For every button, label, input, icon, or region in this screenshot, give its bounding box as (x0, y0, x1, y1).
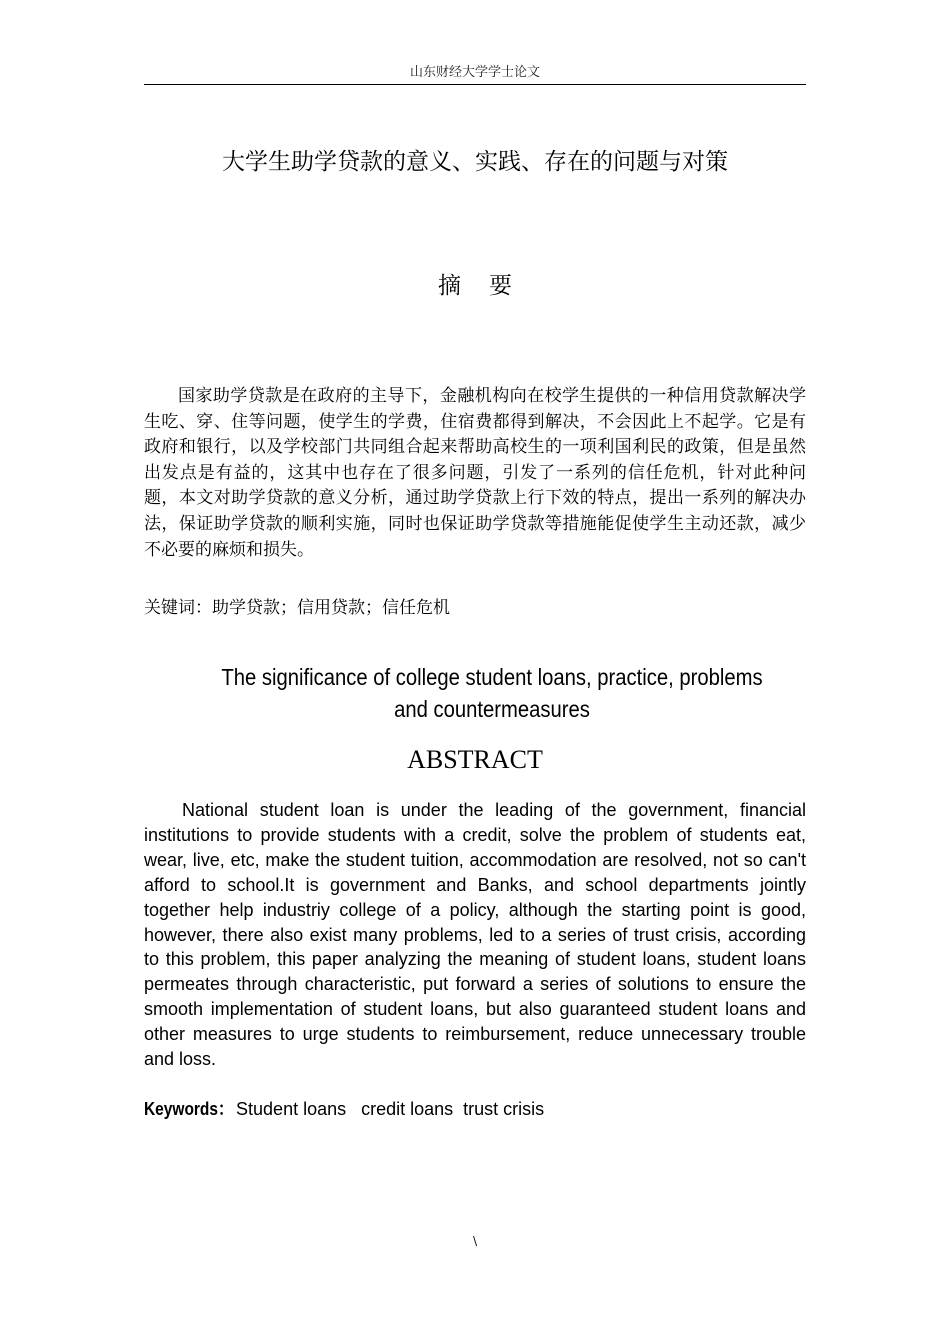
chinese-keywords: 关键词：助学贷款；信用贷款；信任危机 (144, 598, 450, 618)
english-keywords-value: Student loans credit loans trust crisis (236, 1099, 545, 1119)
english-keywords (144, 1097, 806, 1122)
english-abstract-body: National student loan is under the leading of the government, financial institutions to provide students with a credit, solve the problem of students eat, wear, live, etc, make the student tuition, accommodation are resolved, not so can't afford to school.It is government and Banks, and school departments jointly together help industriy college of a policy, although the starting point is good, however, there also exist many problems, led to a series of trust crisis, according to this problem, this paper analyzing the meaning of student loans, student loans permeates through characteristic, put forward a series of solutions to ensure the smooth implementation of student loans, but also guaranteed student loans and other measures to urge students to reimbursement, reduce unnecessary trouble and loss. (144, 800, 806, 1070)
chinese-abstract-heading: 摘要 (438, 273, 540, 299)
english-abstract-heading: ABSTRACT (407, 745, 543, 774)
page-marker: \ (472, 1234, 478, 1248)
header-divider (144, 84, 806, 85)
chinese-title: 大学生助学贷款的意义、实践、存在的问题与对策 (222, 149, 728, 175)
chinese-abstract-body: 国家助学贷款是在政府的主导下，金融机构向在校学生提供的一种信用贷款解决学生吃、穿、住等问题，使学生的学费，住宿费都得到解决，不会因此上不起学。它是有政府和银行，以及学校部门共同组合起来帮助高校生的一项利国利民的政策，但是虽然出发点是有益的，这其中也存在了很多问题，引发了一系列的信任危机，针对此种问题，本文对助学贷款的意义分析，通过助学贷款上行下效的特点，提出一系列的解决办法，保证助学贷款的顺利实施，同时也保证助学贷款等措施能促使学生主动还款，减少不必要的麻烦和损失。 (144, 386, 806, 560)
english-title: The significance of college student loans, practice, problems and countermeasures (221, 664, 763, 722)
english-keywords-label: Keywords： (144, 1099, 234, 1119)
page-header: 山东财经大学学士论文 (409, 65, 540, 80)
